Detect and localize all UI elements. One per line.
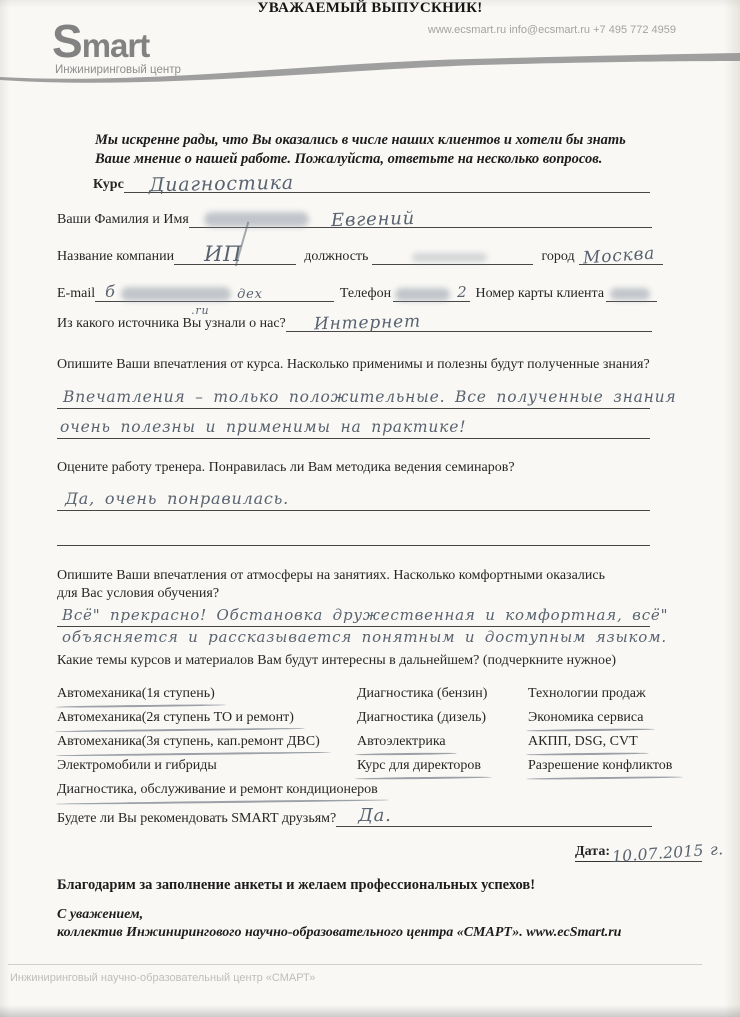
topic-item: Диагностика, обслуживание и ремонт кондиционеров [57,778,378,802]
signoff-line-1: С уважением, [57,907,144,922]
recommend-line [336,805,652,827]
answer-handwritten: Всё" прекрасно! Обстановка дружественная и комфортная, всё" [62,606,669,624]
answer-line [57,382,677,409]
company-field-row [57,242,663,269]
topic-item: Автомеханика(3я ступень, кап.ремонт ДВС) [57,730,378,754]
course-field-row [93,171,650,197]
answer-handwritten: Впечатления – только положительные. Все полученные знания [63,388,677,406]
email-field-row [57,282,657,317]
answer-handwritten: Да, очень понравилась. [65,489,290,508]
phone-line [393,283,469,302]
answer-handwritten: очень полезны и применимы на практике! [60,418,467,436]
redacted-surname [204,212,309,227]
redacted-card-number [610,288,650,300]
answer-handwritten-overflow: объясняется и рассказывается понятным и доступным языком. [62,628,667,646]
course-label: Курс [93,177,124,192]
topic-item: Курс для директоров [357,754,487,778]
recommend-value-handwritten: Да. [358,805,392,826]
phone-fragment: 2 [457,283,468,301]
company-label: Название компании [57,249,175,264]
question-trainer: Оцените работу тренера. Понравилась ли Вам методика ведения семинаров? [57,460,515,475]
city-value-handwritten: Москва [581,243,656,269]
topics-column-1 [57,682,378,802]
topic-item: Электромобили и гибриды [57,758,217,773]
topic-item: АКПП, DSG, CVT [528,730,672,754]
course-value-handwritten: Диагностика [148,171,294,197]
topic-item: Экономика сервиса [528,706,672,730]
email-label: E-mail [57,286,96,301]
name-line [189,207,652,232]
page-title: УВАЖАЕМЫЙ ВЫПУСКНИК! [257,0,483,16]
topics-column-2 [357,682,487,778]
signoff-line-2: коллектив Инжинирингового научно-образовательного центра «СМАРТ». www.ecSmart.ru [57,925,622,940]
footer-divider [8,964,702,965]
thanks-text: Благодарим за заполнение анкеты и желаем профессиональных успехов! [57,877,536,893]
email-domain-fragment: .ru [191,304,210,317]
source-label: Из какого источника Вы узнали о нас? [57,316,286,331]
intro-text: Мы искренне рады, что Вы оказались в числе наших клиентов и хотели бы знать Ваше мнение о нашей работе. Пожалуйста, ответьте на несколько вопросов. [95,132,626,168]
card-line [606,297,657,302]
name-field-row [57,207,652,232]
company-line [174,242,296,266]
topic-item: Диагностика (дизель) [357,710,487,725]
first-name-handwritten: Евгений [330,207,416,232]
footer-text: Инжиниринговый научно-образовательный центр «СМАРТ» [10,972,316,984]
city-label: город [541,249,575,264]
redacted-phone [395,288,450,301]
topic-item: Разрешение конфликтов [528,754,672,778]
header-swoosh-line [0,44,740,94]
phone-label: Телефон [339,286,392,301]
topic-item: Автомеханика(1я ступень) [57,682,378,706]
topic-item: Автоэлектрика [357,730,487,754]
topics-column-3 [528,682,672,778]
email-fragment-end: дех [237,287,263,302]
position-line [372,260,533,265]
email-line [95,282,334,317]
source-value-handwritten: Интернет [313,311,421,335]
card-label: Номер карты клиента [475,286,605,301]
city-line [579,243,663,269]
topic-item: Диагностика (бензин) [357,686,488,701]
answer-line-empty [57,519,650,546]
recommend-label: Будете ли Вы рекомендовать SMART друзьям? [57,811,337,826]
topic-item: Технологии продаж [528,686,646,701]
redacted-position [412,253,487,262]
email-fragment-start: б [105,282,116,301]
answer-line [57,600,669,627]
logo-subtitle: Инжиниринговый центр [55,63,181,76]
source-line [286,311,652,335]
position-label: должность [304,249,369,264]
company-value-handwritten: ИП [204,242,243,266]
recommend-field-row [57,805,652,827]
question-atmosphere: Опишите Ваши впечатления от атмосферы на занятиях. Насколько комфортными оказались для Вас условия обучения? [57,568,605,602]
redacted-email [121,287,231,301]
name-label: Ваши Фамилия и Имя [57,212,189,227]
source-field-row [57,311,652,335]
answer-line [57,484,650,511]
question-topics: Какие темы курсов и материалов Вам будут интересны в дальнейшем? (подчеркните нужное) [57,653,617,668]
date-value-handwritten: 10.07.2015 г. [611,840,724,866]
course-line [124,171,650,197]
logo-wordmark: Smart [52,15,150,67]
date-field-row [575,840,724,866]
contact-info: www.ecsmart.ru info@ecsmart.ru +7 495 772 4959 [427,24,676,36]
date-line [610,840,724,866]
date-label: Дата: [575,844,610,862]
question-course-impressions: Опишите Ваши впечатления от курса. Насколько применимы и полезны будут полученные знания? [57,357,650,372]
topic-item: Автомеханика(2я ступень ТО и ремонт) [57,706,378,730]
answer-line [57,412,650,439]
